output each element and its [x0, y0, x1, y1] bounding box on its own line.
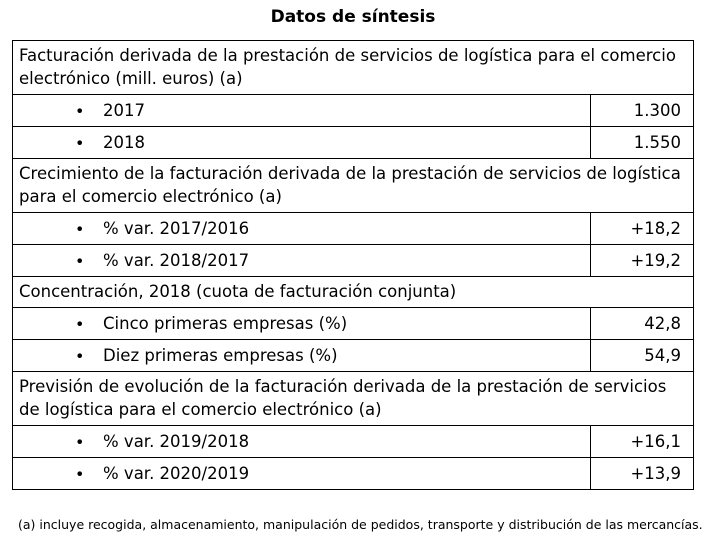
row-value: 42,8 — [591, 308, 694, 340]
table-row — [13, 95, 694, 127]
row-label: 2017 — [103, 101, 145, 120]
section-heading-concentration: Concentración, 2018 (cuota de facturación conjunta) — [13, 277, 694, 308]
synthesis-table — [12, 40, 694, 490]
row-label: % var. 2017/2016 — [103, 219, 250, 238]
row-value: 54,9 — [591, 340, 694, 372]
table-row — [13, 458, 694, 490]
section-heading-growth: Crecimiento de la facturación derivada de la prestación de servicios de logística para el comercio electrónico (a) — [13, 159, 694, 213]
row-label-cell — [13, 426, 591, 458]
row-label-cell — [13, 245, 591, 277]
table-row — [13, 308, 694, 340]
row-value: 1.300 — [591, 95, 694, 127]
section-heading-forecast: Previsión de evolución de la facturación derivada de la prestación de servicios de logística para el comercio electrónico (a) — [13, 372, 694, 426]
row-value: +18,2 — [591, 213, 694, 245]
bullet-icon: • — [75, 101, 85, 120]
section-heading-billing: Facturación derivada de la prestación de servicios de logística para el comercio electrónico (mill. euros) (a) — [13, 41, 694, 95]
bullet-icon: • — [75, 432, 85, 451]
row-label-cell — [13, 95, 591, 127]
bullet-icon: • — [75, 464, 85, 483]
section-header-row — [13, 159, 694, 213]
row-label: % var. 2018/2017 — [103, 251, 250, 270]
page-title: Datos de síntesis — [270, 7, 436, 27]
row-label: Diez primeras empresas (%) — [103, 346, 338, 365]
table-row — [13, 127, 694, 159]
section-header-row — [13, 277, 694, 308]
row-label-cell — [13, 308, 591, 340]
row-label-cell — [13, 127, 591, 159]
bullet-icon: • — [75, 346, 85, 365]
row-label-cell — [13, 458, 591, 490]
section-header-row — [13, 41, 694, 95]
row-label: % var. 2019/2018 — [103, 432, 250, 451]
footnote: (a) incluye recogida, almacenamiento, manipulación de pedidos, transporte y distribución de las mercancías. — [18, 517, 703, 532]
row-label: 2018 — [103, 133, 145, 152]
row-value: 1.550 — [591, 127, 694, 159]
row-value: +16,1 — [591, 426, 694, 458]
bullet-icon: • — [75, 219, 85, 238]
row-label-cell — [13, 213, 591, 245]
row-value: +19,2 — [591, 245, 694, 277]
section-header-row — [13, 372, 694, 426]
bullet-icon: • — [75, 314, 85, 333]
row-label: % var. 2020/2019 — [103, 464, 250, 483]
table-row — [13, 245, 694, 277]
row-label-cell — [13, 340, 591, 372]
table-row — [13, 213, 694, 245]
bullet-icon: • — [75, 133, 85, 152]
bullet-icon: • — [75, 251, 85, 270]
table-row — [13, 426, 694, 458]
table-row — [13, 340, 694, 372]
row-label: Cinco primeras empresas (%) — [103, 314, 348, 333]
row-value: +13,9 — [591, 458, 694, 490]
